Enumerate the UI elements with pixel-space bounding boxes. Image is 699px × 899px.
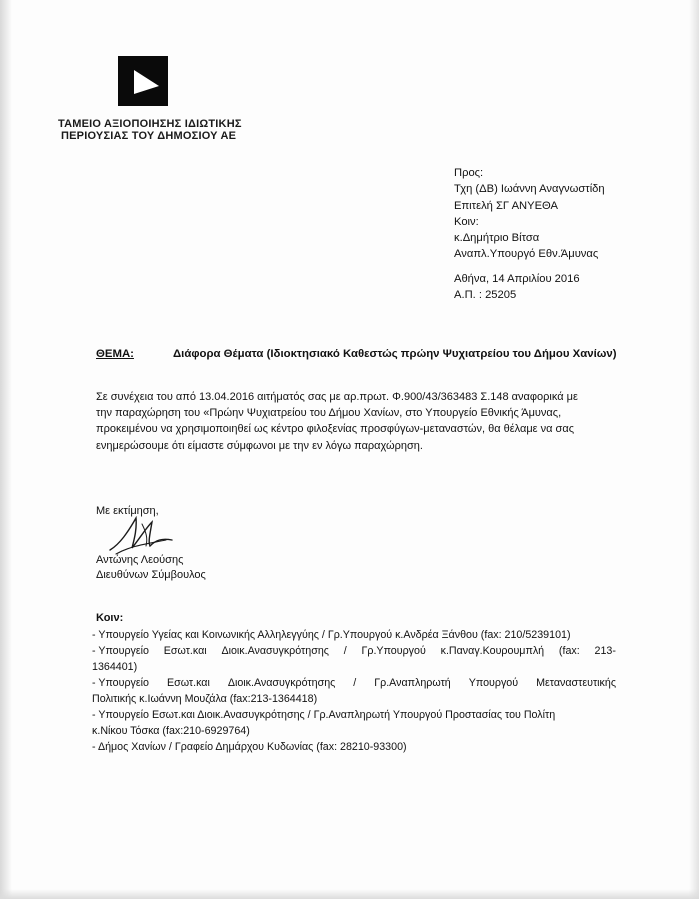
cc-item-3-word: Μεταναστευτικής	[536, 677, 616, 689]
cc-item-4-line2: κ.Νίκου Τόσκα (fax:210-6929764)	[92, 725, 250, 737]
cc-list-item	[92, 739, 616, 755]
cc-item-2-word: /	[343, 645, 347, 657]
cc-item-1-line1: - Υπουργείο Υγείας και Κοινωνικής Αλληλεγγύης / Γρ.Υπουργού κ.Ανδρέα Ξάνθου (fax: 210/5239101)	[92, 629, 571, 641]
cc-name: κ.Δημήτριο Βίτσα	[454, 232, 540, 245]
body-line-2-text: την παραχώρηση του «Πρώην Ψυχιατρείου του Δήμου Χανίων, στο Υπουργείο Εθνικής Άμυνας,	[96, 407, 562, 420]
cc-item-2-word: 213-	[594, 645, 616, 657]
org-name-line1: ΤΑΜΕΙΟ ΑΞΙΟΠΟΙΗΣΗΣ ΙΔΙΩΤΙΚΗΣ	[58, 118, 242, 130]
cc-item-2-word: Εσωτ.και	[163, 645, 207, 657]
letter-body	[96, 389, 618, 454]
cc-list-item	[92, 643, 616, 675]
subject-text: Διάφορα Θέματα (Ιδιοκτησιακό Καθεστώς πρώην Ψυχιατρείου του Δήμου Χανίων)	[173, 348, 617, 360]
signer-block	[96, 553, 206, 583]
cc-item-3-word: /	[353, 677, 357, 689]
cc-item-3-word: Εσωτ.και	[166, 677, 210, 689]
to-label: Προς:	[454, 167, 484, 179]
cc-role: Αναπλ.Υπουργό Εθν.Άμυνας	[454, 248, 599, 261]
dateline	[454, 271, 580, 304]
cc-list-item	[92, 627, 616, 643]
body-line-1	[96, 389, 618, 405]
cc-item-2-word: Γρ.Υπουργού	[361, 645, 426, 657]
cc-item-5-line1: - Δήμος Χανίων / Γραφείο Δημάρχου Κυδωνίας (fax: 28210-93300)	[92, 741, 407, 753]
cc-item-3-word: Διοικ.Ανασυγκρότησης	[227, 677, 336, 689]
cc-list-item	[92, 707, 616, 739]
cc-item-2-word: Διοικ.Ανασυγκρότησης	[221, 645, 329, 657]
cc-item-2-word: - Υπουργείο	[92, 645, 149, 657]
signer-name: Αντώνης Λεούσης	[96, 554, 184, 566]
to-role: Επιτελή ΣΓ ΑΝΥΕΘΑ	[454, 199, 558, 212]
org-name-line2: ΠΕΡΙΟΥΣΙΑΣ ΤΟΥ ΔΗΜΟΣΙΟΥ ΑΕ	[61, 130, 237, 142]
organization-name	[58, 118, 242, 142]
recipients-block	[454, 165, 605, 263]
body-line-4: ενημερώσουμε ότι είμαστε σύμφωνοι με την εν λόγω παραχώρηση.	[96, 439, 423, 452]
scan-edge-left	[0, 0, 12, 899]
handwritten-signature	[106, 510, 176, 558]
cc-item-3-word: - Υπουργείο	[92, 677, 149, 689]
signer-title: Διευθύνων Σύμβουλος	[96, 569, 206, 581]
subject-label: ΘΕΜΑ:	[96, 348, 134, 360]
cc-item-2-line2: 1364401)	[92, 661, 138, 673]
protocol-number: Α.Π. : 25205	[454, 289, 517, 302]
cc-item-3-line1	[92, 675, 616, 691]
cc-list-label: Κοιν:	[96, 612, 124, 624]
to-name: Τχη (ΔΒ) Ιωάννη Αναγνωστίδη	[454, 183, 605, 196]
scan-edge-bottom	[0, 889, 699, 899]
cc-item-2-line1	[92, 643, 616, 659]
cc-item-2-word: κ.Παναγ.Κουρουμπλή	[440, 645, 545, 657]
closing-regards: Με εκτίμηση,	[96, 505, 159, 517]
cc-item-2-word: (fax:	[558, 645, 580, 657]
organization-logo	[118, 56, 168, 106]
body-line-1-text: Σε συνέχεια του από 13.04.2016 αιτήματός σας με αρ.πρωτ. Φ.900/43/363483 Σ.148 αναφορικά με	[96, 391, 578, 403]
body-line-3-text: προκειμένου να χρησιμοποιηθεί ως κέντρο φιλοξενίας προσφύγων-μεταναστών, θα θέλαμε να σας	[96, 423, 575, 436]
cc-list-item	[92, 675, 616, 707]
cc-label-top: Κοιν:	[454, 215, 479, 228]
body-line-3	[96, 421, 618, 437]
scan-edge-right	[689, 0, 699, 899]
cc-item-3-word: Υπουργού	[468, 677, 519, 689]
letter-date: Αθήνα, 14 Απριλίου 2016	[454, 273, 580, 285]
body-line-2	[96, 405, 618, 421]
cc-item-3-line2: Πολιτικής κ.Ιωάννη Μουζάλα (fax:213-1364418)	[92, 693, 318, 705]
cc-item-3-word: Γρ.Αναπληρωτή	[374, 677, 451, 689]
cc-item-4-line1: - Υπουργείο Εσωτ.και Διοικ.Ανασυγκρότησης / Γρ.Αναπληρωτή Υπουργού Προστασίας του Πολίτη	[92, 709, 556, 721]
cc-list	[92, 627, 616, 755]
